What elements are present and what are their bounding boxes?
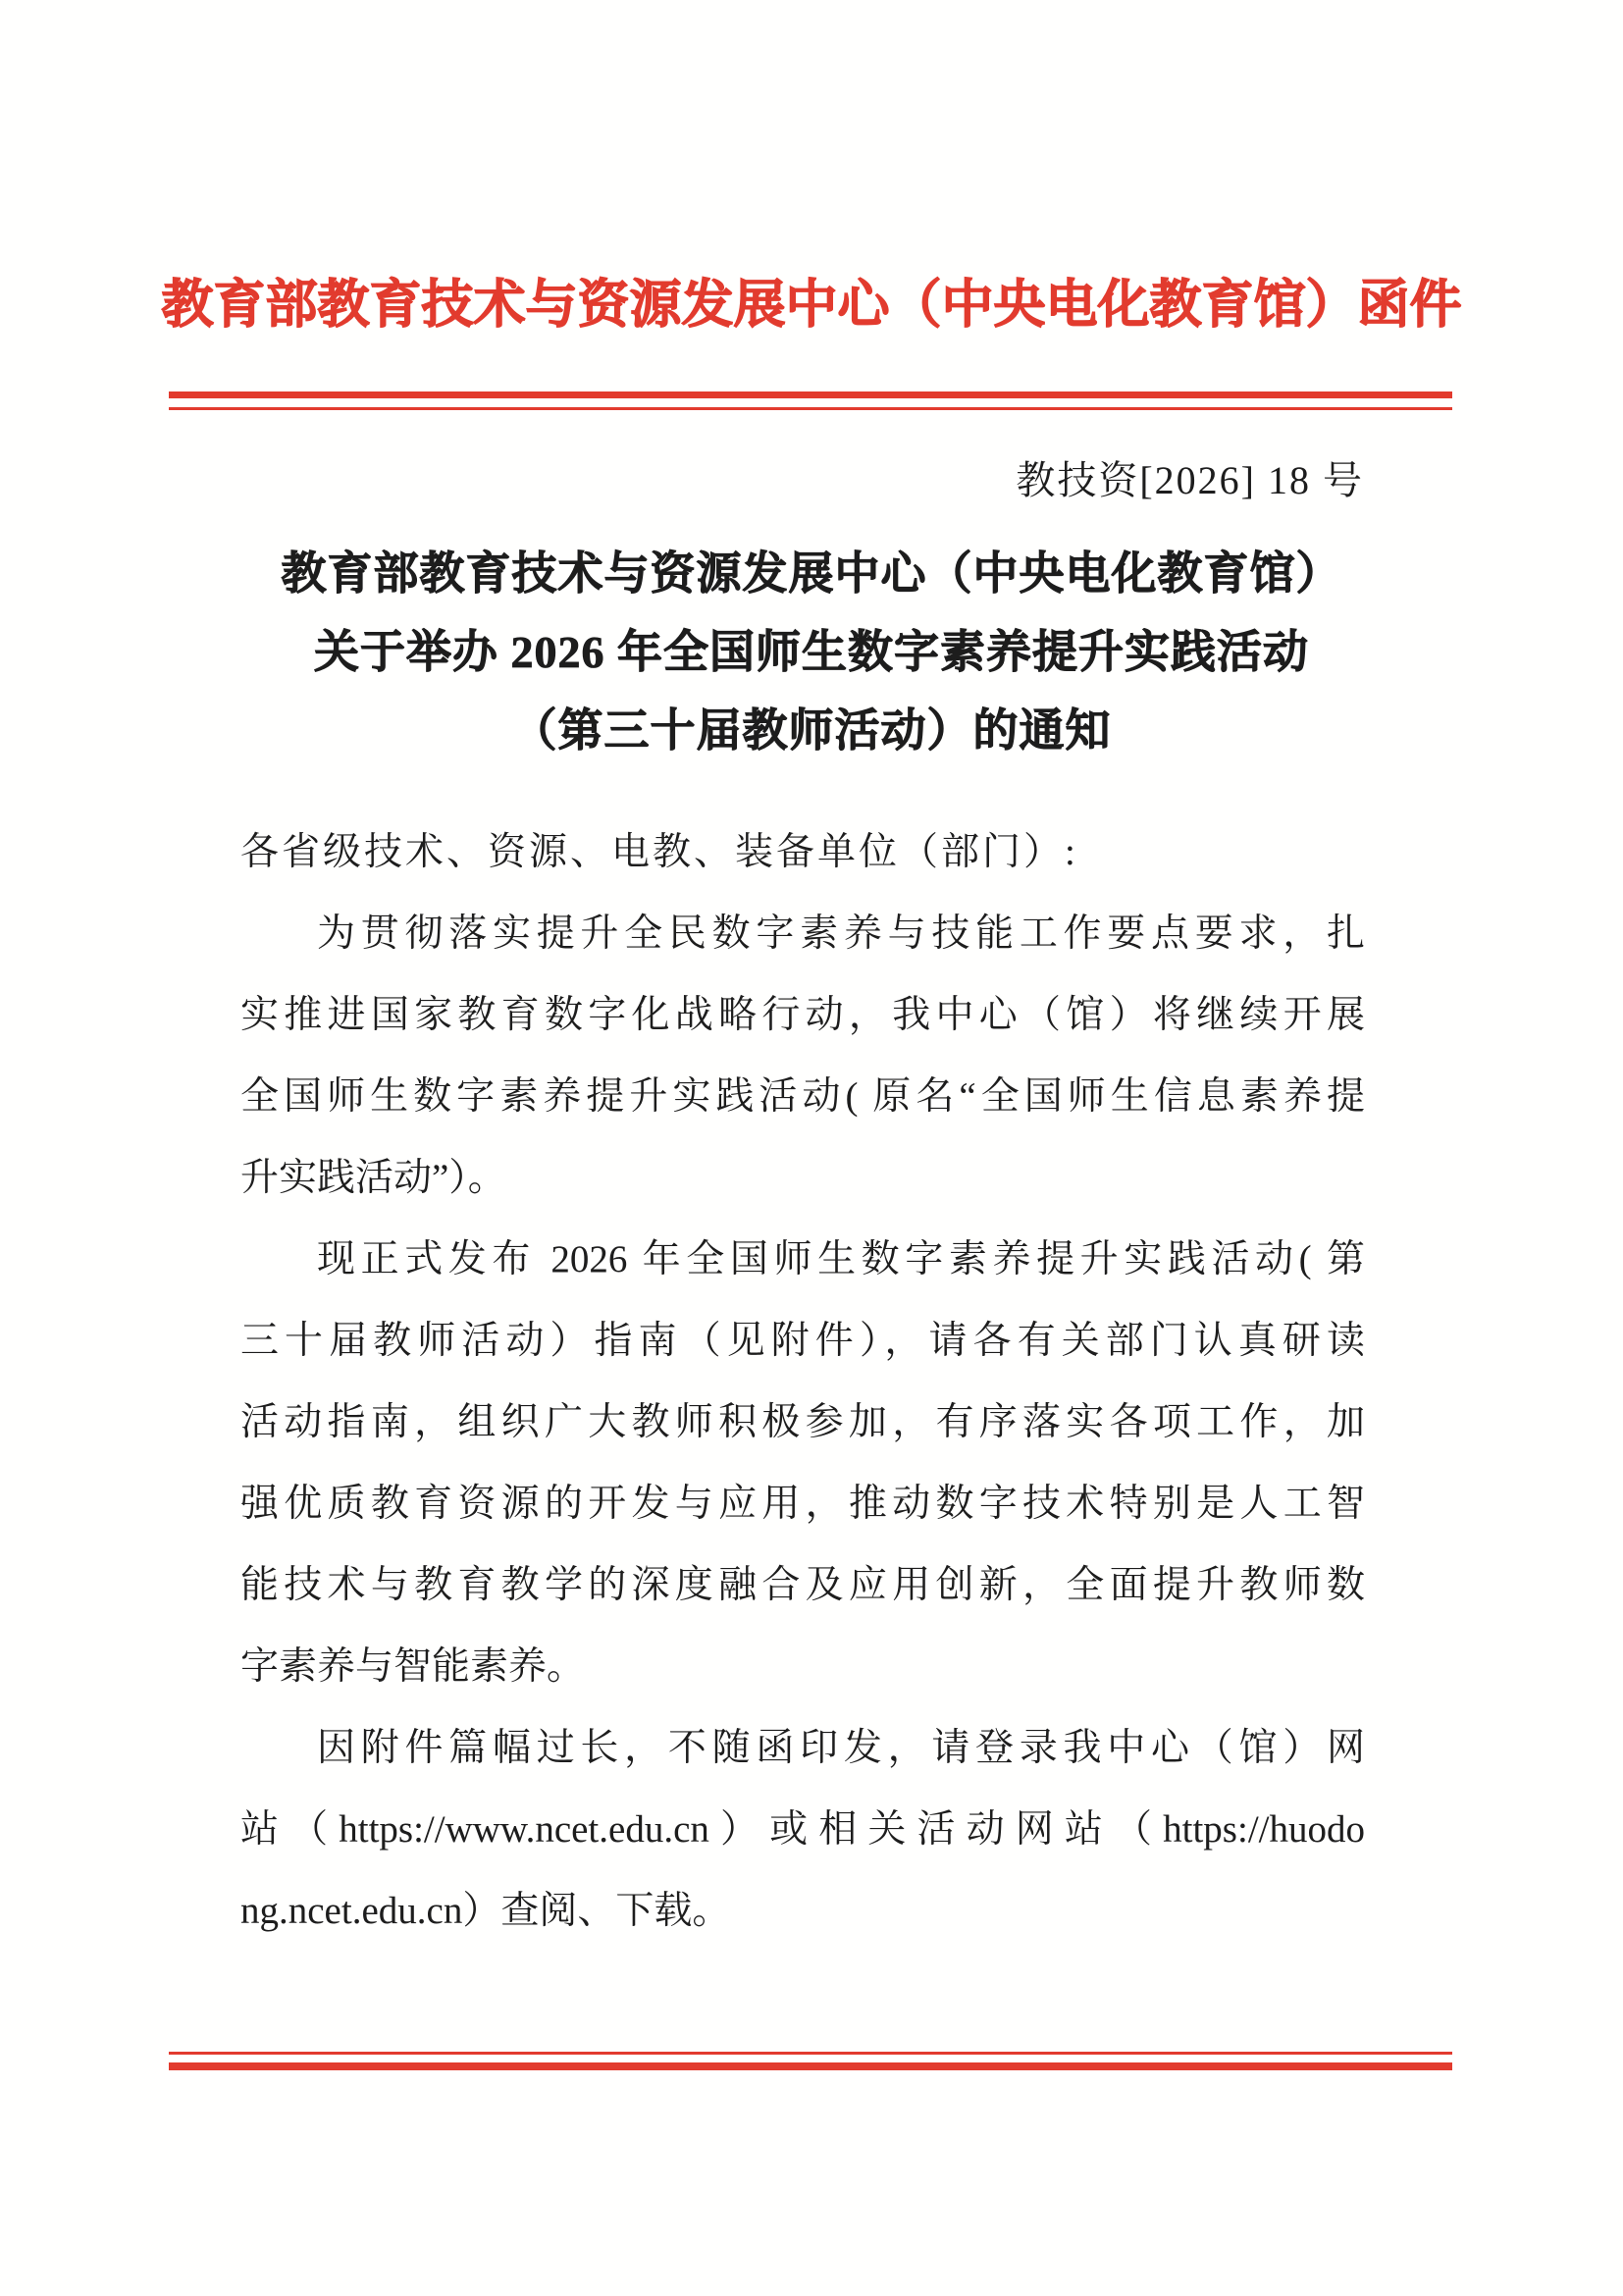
document-body	[240, 811, 1365, 1952]
paragraph-3	[240, 1707, 1365, 1952]
body-line: 实推进国家教育数字化战略行动，我中心（馆）将继续开展	[240, 994, 1365, 1036]
red-rule-thin-top	[169, 407, 1452, 410]
paragraph-2	[240, 1219, 1365, 1707]
body-line: 强优质教育资源的开发与应用，推动数字技术特别是人工智	[240, 1483, 1365, 1525]
body-line: 现正式发布 2026 年全国师生数字素养提升实践活动( 第	[317, 1238, 1365, 1280]
red-rule-thick-bottom	[169, 2062, 1452, 2070]
notice-title-line-3: （第三十届教师活动）的通知	[511, 705, 1112, 756]
red-rule-thin-bottom	[169, 2052, 1452, 2055]
body-line: 为贯彻落实提升全民数字素养与技能工作要点要求，扎	[317, 913, 1365, 955]
salutation: 各省级技术、资源、电教、装备单位（部门）:	[240, 831, 1078, 873]
notice-title	[0, 535, 1623, 770]
letterhead-title: 教育部教育技术与资源发展中心（中央电化教育馆）函件	[161, 277, 1462, 334]
body-line: 能技术与教育教学的深度融合及应用创新，全面提升教师数	[240, 1564, 1365, 1606]
document-number: 教技资[2026] 18 号	[1016, 458, 1364, 502]
body-line: 三十届教师活动）指南（见附件），请各有关部门认真研读	[240, 1320, 1365, 1362]
red-rule-thick-top	[169, 391, 1452, 398]
body-line: 站（https://www.ncet.edu.cn）或相关活动网站（https://huodo	[240, 1808, 1365, 1851]
body-line: 因附件篇幅过长，不随函印发，请登录我中心（馆）网	[317, 1727, 1365, 1769]
body-line: ng.ncet.edu.cn）查阅、下载。	[240, 1890, 731, 1932]
body-line: 升实践活动”）。	[240, 1157, 506, 1199]
notice-title-line-2: 关于举办 2026 年全国师生数字素养提升实践活动	[314, 627, 1309, 677]
body-line: 全国师生数字素养提升实践活动( 原名“全国师生信息素养提	[240, 1075, 1365, 1118]
body-line: 活动指南，组织广大教师积极参加，有序落实各项工作，加	[240, 1401, 1365, 1443]
body-line: 字素养与智能素养。	[240, 1645, 586, 1688]
notice-title-line-1: 教育部教育技术与资源发展中心（中央电化教育馆）	[281, 548, 1342, 599]
paragraph-1	[240, 893, 1365, 1219]
